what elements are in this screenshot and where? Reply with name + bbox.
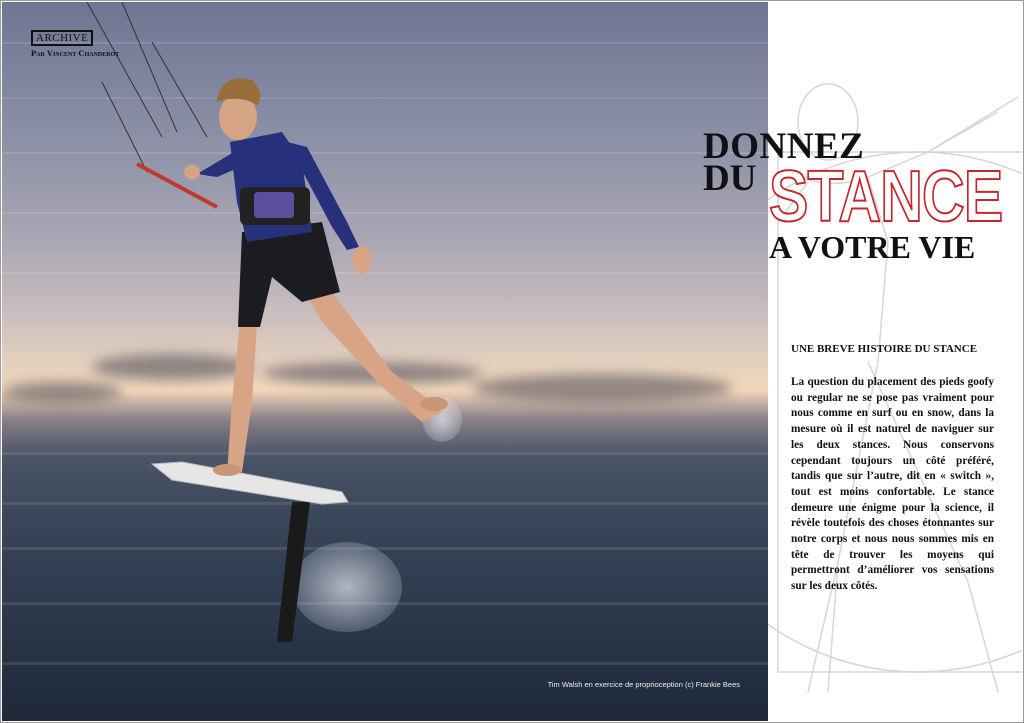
headline-highlight: STANCE — [769, 157, 1003, 237]
headline-line3: A VOTRE VIE — [769, 229, 976, 265]
kitefoil-photo — [2, 2, 768, 721]
article-body: La question du placement des pieds goofy ou regular ne se pose pas vraiment pour nous comme en surf ou en snow, dans la mesure où il est naturel de naviguer sur les deux stances. Nous conservons cependant toujours un côté préféré, tandis que sur l’autre, dit en « switch », tout est moins confortable. Le stance demeure une énigme pour la science, il révèle toutefois des choses étonnantes sur notre corps et nous nous sommes mis en tête de trouver les moyens qui permettront d’améliorer vos sensations sur les deux côtés. — [791, 376, 994, 593]
headline-line1: DONNEZ — [703, 126, 865, 167]
vitruvian-man-illustration — [768, 2, 1022, 721]
section-label: ARCHIVE — [31, 30, 93, 46]
text-page — [768, 2, 1022, 721]
section-title: UNE BREVE HISTOIRE DU STANCE — [791, 343, 978, 355]
headline-line2-prefix: DU — [703, 158, 757, 199]
rider-illustration — [2, 2, 768, 721]
byline: Par Vincent Chanderot — [31, 48, 120, 58]
photo-caption: Tim Walsh en exercice de proprioception (c) Frankie Bees — [547, 680, 740, 689]
